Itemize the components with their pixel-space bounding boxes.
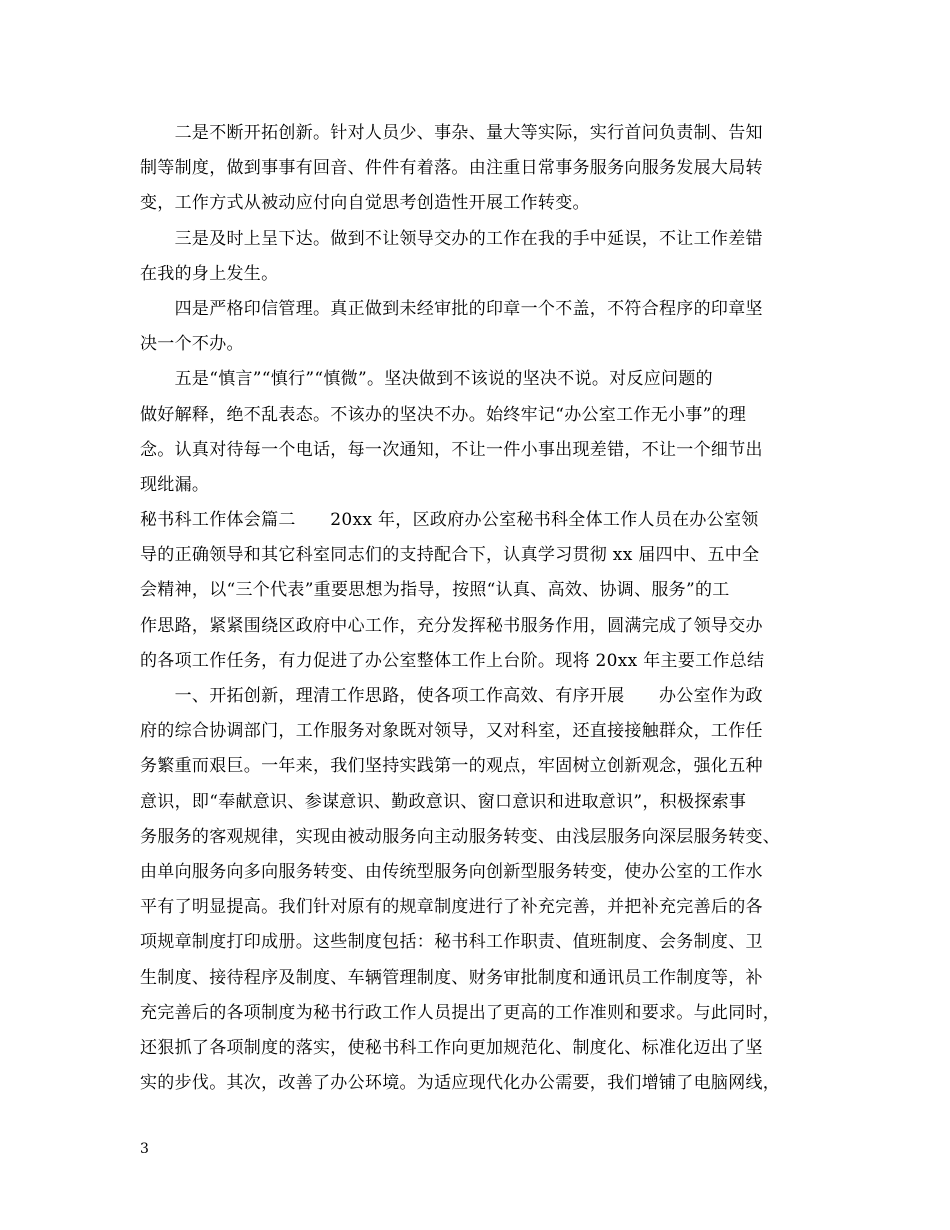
text-line: 作思路，紧紧围绕区政府中心工作，充分发挥秘书服务作用，圆满完成了领导交办	[140, 615, 763, 636]
text-line: 会精神，以“三个代表”重要思想为指导，按照“认真、高效、协调、服务”的工	[140, 580, 730, 601]
text-line: 秘书科工作体会篇二 20xx 年，区政府办公室秘书科全体工作人员在办公室领	[140, 510, 759, 531]
text-line: 意识，即“奉献意识、参谋意识、勤政意识、窗口意识和进取意识”，积极探索事	[140, 791, 747, 812]
text-line: 四是严格印信管理。真正做到未经审批的印章一个不盖，不符合程序的印章坚	[140, 298, 763, 319]
body-text	[140, 116, 824, 1101]
text-line: 做好解释，绝不乱表态。不该办的坚决不办。始终牢记“办公室工作无小事”的理	[140, 404, 747, 425]
text-line: 念。认真对待每一个电话，每一次通知，不让一件小事出现差错，不让一个细节出	[140, 439, 763, 460]
text-line: 三是及时上呈下达。做到不让领导交办的工作在我的手中延误，不让工作差错	[140, 228, 763, 249]
text-line: 在我的身上发生。	[140, 263, 279, 284]
page-number: 3	[140, 1141, 149, 1157]
text-line: 生制度、接待程序及制度、车辆管理制度、财务审批制度和通讯员工作制度等，补	[140, 967, 763, 988]
text-line: 府的综合协调部门，工作服务对象既对领导，又对科室，还直接接触群众，工作任	[140, 721, 763, 742]
text-line: 务繁重而艰巨。一年来，我们坚持实践第一的观点，牢固树立创新观念，强化五种	[140, 756, 763, 777]
text-line: 的各项工作任务，有力促进了办公室整体工作上台阶。现将 20xx 年主要工作总结	[140, 650, 765, 671]
text-line: 实的步伐。其次，改善了办公环境。为适应现代化办公需要，我们增铺了电脑网线，	[140, 1073, 781, 1094]
text-line: 制等制度，做到事事有回音、件件有着落。由注重日常事务服务向服务发展大局转	[140, 158, 763, 179]
text-line: 由单向服务向多向服务转变、由传统型服务向创新型服务转变，使办公室的工作水	[140, 861, 763, 882]
text-line: 平有了明显提高。我们针对原有的规章制度进行了补充完善，并把补充完善后的各	[140, 897, 763, 918]
text-line: 还狠抓了各项制度的落实，使秘书科工作向更加规范化、制度化、标准化迈出了坚	[140, 1037, 763, 1058]
text-line: 一、开拓创新，理清工作思路，使各项工作高效、有序开展 办公室作为政	[140, 686, 763, 706]
text-line: 决一个不办。	[140, 334, 244, 355]
text-line: 导的正确领导和其它科室同志们的支持配合下，认真学习贯彻 xx 届四中、五中全	[140, 545, 760, 566]
text-line: 务服务的客观规律，实现由被动服务向主动服务转变、由浅层服务向深层服务转变、	[140, 826, 781, 847]
text-line: 充完善后的各项制度为秘书行政工作人员提出了更高的工作准则和要求。与此同时，	[140, 1002, 781, 1023]
text-line: 变，工作方式从被动应付向自觉思考创造性开展工作转变。	[140, 193, 590, 214]
text-line: 现纰漏。	[140, 474, 210, 495]
text-line: 二是不断开拓创新。针对人员少、事杂、量大等实际，实行首问负责制、告知	[140, 123, 763, 143]
text-line: 项规章制度打印成册。这些制度包括：秘书科工作职责、值班制度、会务制度、卫	[140, 932, 763, 953]
text-line: 五是“慎言”“慎行”“慎微”。坚决做到不该说的坚决不说。对反应问题的	[140, 369, 713, 390]
